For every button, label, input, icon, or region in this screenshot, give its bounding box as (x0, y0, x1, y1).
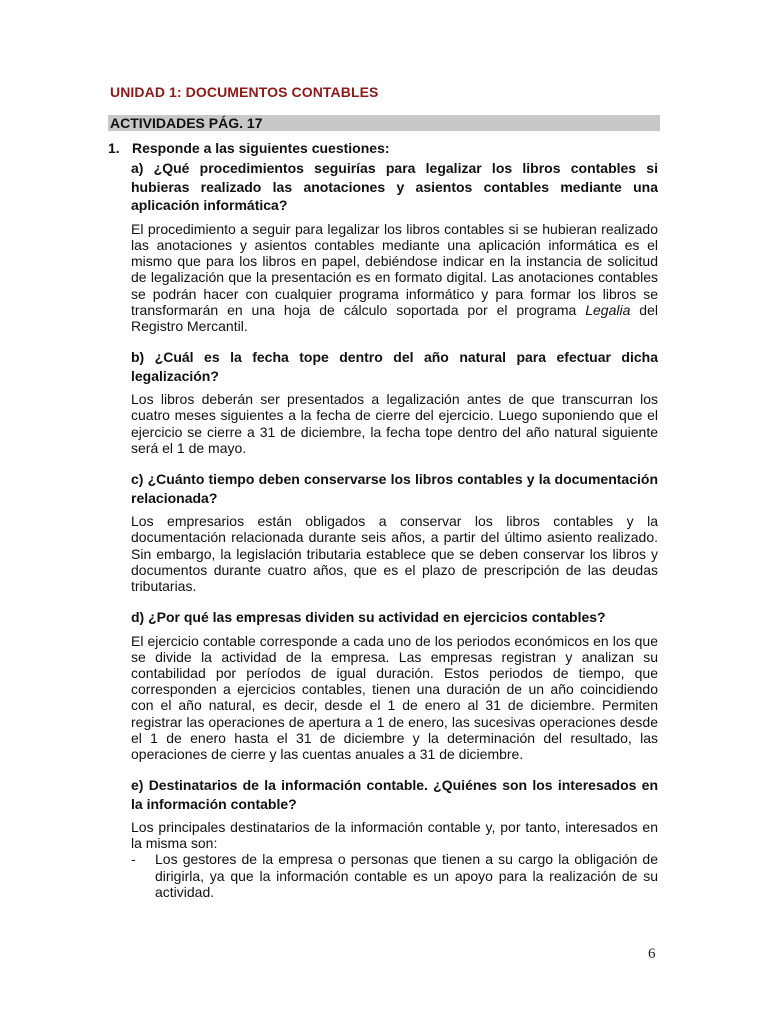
question-block-c (131, 470, 658, 594)
question-c: c) ¿Cuánto tiempo deben conservarse los libros contables y la documentación relacionada? (131, 471, 658, 506)
exercise-intro (108, 140, 660, 157)
answer-d: El ejercicio contable corresponde a cada uno de los periodos económicos en los que se divide la actividad de la empresa. Las empresas registran y analizan su contabilidad por períodos de igual duración. Estos periodos de tiempo, que corresponden a ejercicios contables, tienen una duración de un año coincidiendo con el año natural, es decir, desde el 1 de enero al 31 de diciembre. Permiten registrar las operaciones de apertura a 1 de enero, las sucesivas operaciones desde el 1 de enero hasta el 31 de diciembre y la determinación del resultado, las operaciones de cierre y las cuentas anuales a 31 de diciembre. (131, 632, 658, 763)
question-d: d) ¿Por qué las empresas dividen su actividad en ejercicios contables? (131, 609, 606, 625)
list-item-text: Los gestores de la empresa o personas que tienen a su cargo la obligación de dirigirla, ya que la información contable es un apoyo para la realización de su actividad. (155, 851, 658, 901)
exercise-number: 1. (108, 140, 120, 156)
answer-a (131, 221, 658, 334)
exercise-intro-text: Responde a las siguientes cuestiones: (132, 140, 390, 156)
list-item (131, 851, 658, 901)
question-e: e) Destinatarios de la información contable. ¿Quiénes son los interesados en la información contable? (131, 777, 658, 812)
question-block-e (131, 776, 658, 852)
unit-title: UNIDAD 1: DOCUMENTOS CONTABLES (110, 84, 379, 100)
answer-e: Los principales destinatarios de la información contable y, por tanto, interesados en la misma son: (131, 819, 658, 852)
section-header-bar (108, 115, 660, 131)
answer-a-text-end: del Registro Mercantil. (131, 301, 658, 334)
question-a: a) ¿Qué procedimientos seguirías para legalizar los libros contables si hubieras realizado las anotaciones y asientos contables mediante una aplicación informática? (131, 160, 658, 214)
answer-b: Los libros deberán ser presentados a legalización antes de que transcurran los cuatro meses siguientes a la fecha de cierre del ejercicio. Luego suponiendo que el ejercicio se cierre a 31 de diciembre, la fecha tope dentro del año natural siguiente será el 1 de mayo. (131, 391, 658, 456)
question-block-d (131, 608, 658, 762)
question-block-b (131, 348, 658, 456)
page-number: 6 (648, 946, 656, 962)
list-item-marker: - (131, 851, 136, 867)
question-block-a (131, 159, 658, 334)
question-b: b) ¿Cuál es la fecha tope dentro del año natural para efectuar dicha legalización? (131, 349, 658, 384)
answer-c: Los empresarios están obligados a conservar los libros contables y la documentación relacionada durante seis años, a partir del último asiento realizado. Sin embargo, la legislación tributaria establece que se deben conservar los libros y documentos durante cuatro años, que es el plazo de prescripción de las deudas tributarias. (131, 513, 658, 594)
answer-a-italic-term: Legalia (585, 301, 631, 318)
answer-a-text-start: El procedimiento a seguir para legalizar los libros contables si se hubieran realizado las anotaciones y asientos contables mediante una aplicación informática es el mismo que para los libros en papel, debiéndose indicar en la instancia de solicitud de legalización que la presentación es en formato digital. Las anotaciones contables se podrán hacer con cualquier programa informático y para formar los libros se transformarán en una hoja de cálculo soportada por el programa (131, 220, 658, 318)
section-label: ACTIVIDADES PÁG. 17 (110, 115, 263, 131)
